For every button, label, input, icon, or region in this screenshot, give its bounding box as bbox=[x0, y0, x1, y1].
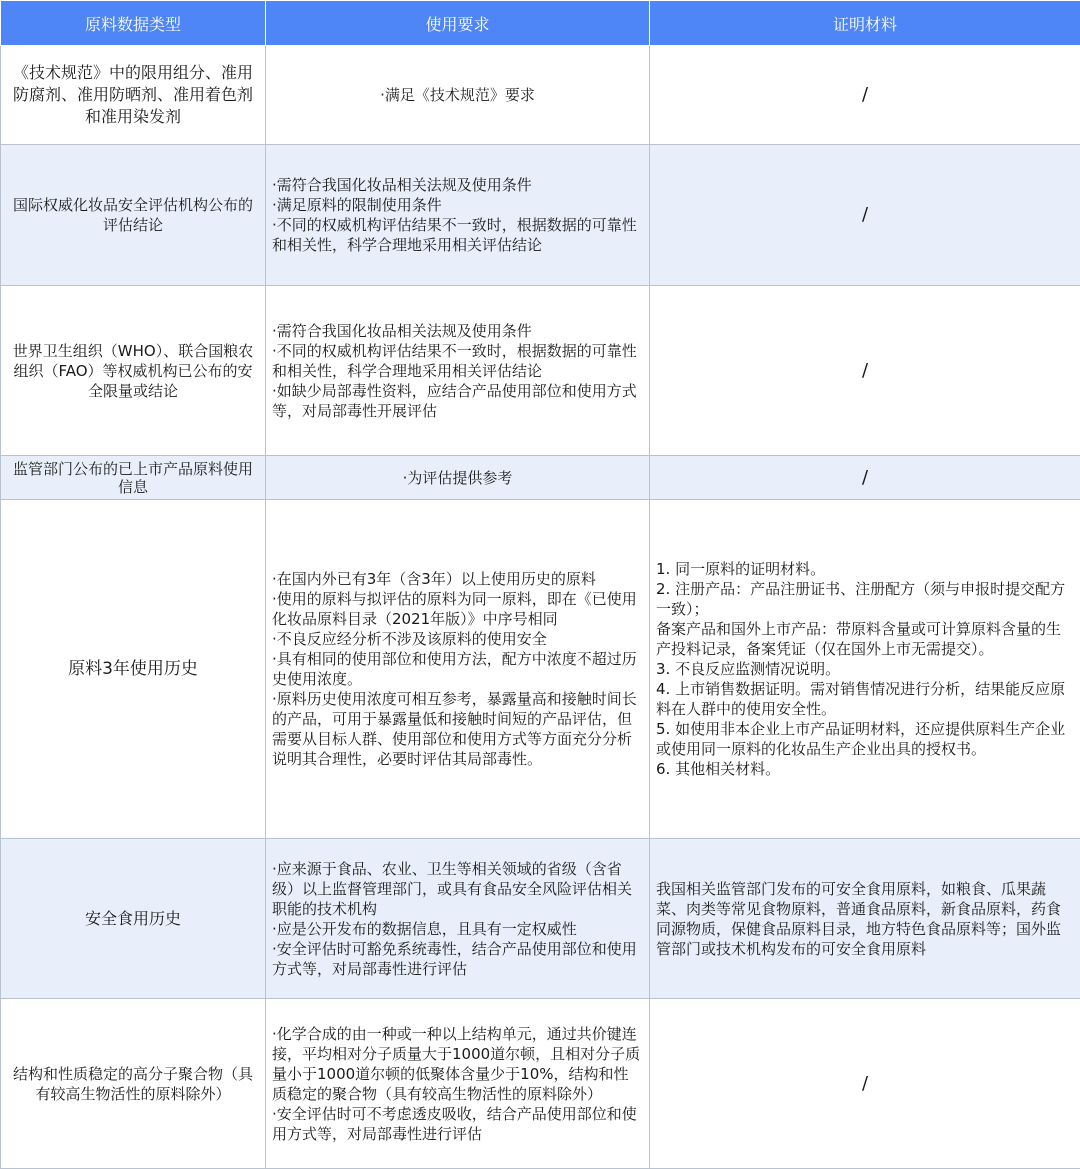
row-category: 世界卫生组织（WHO）、联合国粮农组织（FAO）等权威机构已公布的安全限量或结论 bbox=[1, 286, 266, 456]
table-row bbox=[1, 286, 1080, 456]
requirement-line: ·需符合我国化妆品相关法规及使用条件 bbox=[272, 175, 643, 195]
table-row bbox=[1, 839, 1080, 999]
row-proof: / bbox=[650, 286, 1080, 456]
table-row bbox=[1, 500, 1080, 839]
row-requirements bbox=[266, 46, 650, 145]
row-category: 《技术规范》中的限用组分、准用防腐剂、准用防晒剂、准用着色剂和准用染发剂 bbox=[1, 46, 266, 145]
header-proof-materials: 证明材料 bbox=[650, 1, 1080, 46]
requirement-line: ·需符合我国化妆品相关法规及使用条件 bbox=[272, 321, 643, 341]
row-requirements bbox=[266, 145, 650, 286]
requirement-line: ·应是公开发布的数据信息，且具有一定权威性 bbox=[272, 919, 643, 939]
row-category: 结构和性质稳定的高分子聚合物（具有较高生物活性的原料除外） bbox=[1, 999, 266, 1169]
proof-line: 5. 如使用非本企业上市产品证明材料，还应提供原料生产企业或使用同一原料的化妆品生产企业出具的授权书。 bbox=[656, 719, 1074, 759]
proof-line: 2. 注册产品：产品注册证书、注册配方（须与申报时提交配方一致）； bbox=[656, 579, 1074, 619]
requirement-line: ·如缺少局部毒性资料，应结合产品使用部位和使用方式等，对局部毒性开展评估 bbox=[272, 381, 643, 421]
row-category: 原料3年使用历史 bbox=[1, 500, 266, 839]
row-requirements bbox=[266, 456, 650, 500]
requirement-line: ·安全评估时可豁免系统毒性，结合产品使用部位和使用方式等，对局部毒性进行评估 bbox=[272, 939, 643, 979]
requirement-line: ·不同的权威机构评估结果不一致时，根据数据的可靠性和相关性，科学合理地采用相关评估结论 bbox=[272, 341, 643, 381]
requirement-line: ·应来源于食品、农业、卫生等相关领域的省级（含省级）以上监督管理部门，或具有食品安全风险评估相关职能的技术机构 bbox=[272, 859, 643, 919]
proof-line: 4. 上市销售数据证明。需对销售情况进行分析，结果能反应原料在人群中的使用安全性。 bbox=[656, 679, 1074, 719]
row-requirements bbox=[266, 500, 650, 839]
row-proof: / bbox=[650, 999, 1080, 1169]
row-category: 安全食用历史 bbox=[1, 839, 266, 999]
row-category: 监管部门公布的已上市产品原料使用信息 bbox=[1, 456, 266, 500]
requirement-line: ·具有相同的使用部位和使用方法，配方中浓度不超过历史使用浓度。 bbox=[272, 649, 643, 689]
row-requirements bbox=[266, 286, 650, 456]
row-proof: / bbox=[650, 456, 1080, 500]
row-requirements bbox=[266, 999, 650, 1169]
table-row bbox=[1, 145, 1080, 286]
row-proof bbox=[650, 839, 1080, 999]
requirement-line: ·原料历史使用浓度可相互参考，暴露量高和接触时间长的产品，可用于暴露量低和接触时间短的产品评估，但需要从目标人群、使用部位和使用方式等方面充分分析说明其合理性，必要时评估其局部毒性。 bbox=[272, 689, 643, 769]
row-proof: / bbox=[650, 145, 1080, 286]
requirement-line: ·化学合成的由一种或一种以上结构单元，通过共价键连接，平均相对分子质量大于1000道尔顿，且相对分子质量小于1000道尔顿的低聚体含量少于10%，结构和性质稳定的聚合物（具有较高生物活性的原料除外） bbox=[272, 1024, 643, 1104]
header-requirements: 使用要求 bbox=[266, 1, 650, 46]
requirement-line: ·不良反应经分析不涉及该原料的使用安全 bbox=[272, 629, 643, 649]
proof-line: 6. 其他相关材料。 bbox=[656, 759, 1074, 779]
row-category: 国际权威化妆品安全评估机构公布的评估结论 bbox=[1, 145, 266, 286]
header-data-type: 原料数据类型 bbox=[1, 1, 266, 46]
table-row bbox=[1, 999, 1080, 1169]
proof-line: 备案产品和国外上市产品：带原料含量或可计算原料含量的生产投料记录，备案凭证（仅在国外上市无需提交）。 bbox=[656, 619, 1074, 659]
requirement-line: ·安全评估时可不考虑透皮吸收，结合产品使用部位和使用方式等，对局部毒性进行评估 bbox=[272, 1104, 643, 1144]
row-proof bbox=[650, 500, 1080, 839]
requirement-line: ·使用的原料与拟评估的原料为同一原料，即在《已使用化妆品原料目录（2021年版）》中序号相同 bbox=[272, 589, 643, 629]
proof-line: 我国相关监管部门发布的可安全食用原料，如粮食、瓜果蔬菜、肉类等常见食物原料，普通食品原料，新食品原料，药食同源物质，保健食品原料目录，地方特色食品原料等；国外监管部门或技术机构发布的可安全食用原料 bbox=[656, 879, 1074, 959]
table-header-row bbox=[1, 1, 1080, 46]
row-requirements bbox=[266, 839, 650, 999]
requirement-line: ·为评估提供参考 bbox=[272, 468, 643, 488]
requirement-line: ·满足《技术规范》要求 bbox=[272, 85, 643, 105]
proof-line: 1. 同一原料的证明材料。 bbox=[656, 559, 1074, 579]
table-row bbox=[1, 46, 1080, 145]
requirement-line: ·在国内外已有3年（含3年）以上使用历史的原料 bbox=[272, 569, 643, 589]
requirement-line: ·满足原料的限制使用条件 bbox=[272, 195, 643, 215]
requirement-line: ·不同的权威机构评估结果不一致时，根据数据的可靠性和相关性，科学合理地采用相关评估结论 bbox=[272, 215, 643, 255]
table-row bbox=[1, 456, 1080, 500]
row-proof: / bbox=[650, 46, 1080, 145]
proof-line: 3. 不良反应监测情况说明。 bbox=[656, 659, 1074, 679]
